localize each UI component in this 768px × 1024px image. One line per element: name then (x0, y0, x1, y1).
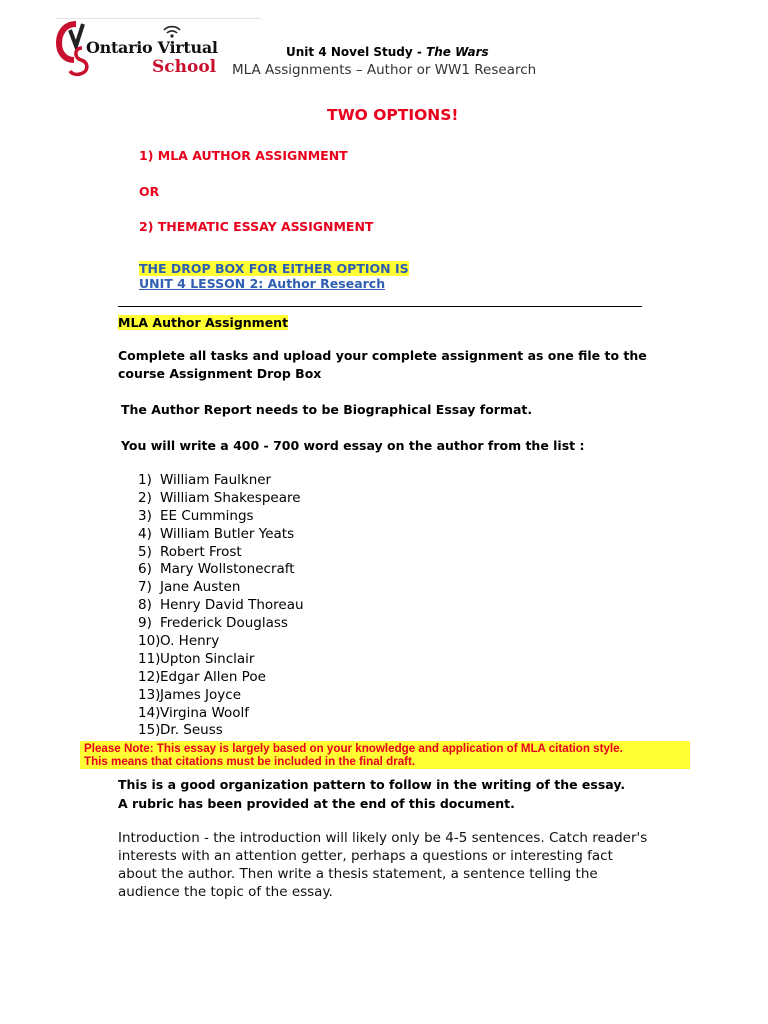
list-item (138, 472, 304, 490)
logo-divider (56, 18, 261, 19)
note-line-2: This means that citations must be included in the final draft. (84, 755, 416, 768)
list-item-author: Upton Sinclair (160, 650, 255, 667)
logo-text-school: School (152, 57, 217, 77)
option-2: 2) THEMATIC ESSAY ASSIGNMENT (139, 219, 374, 234)
list-item-author: Mary Wollstonecraft (160, 561, 295, 578)
wifi-icon (162, 24, 182, 38)
title-prefix: Unit 4 Novel Study - (286, 45, 427, 59)
logo-text-ontario-virtual: Ontario Virtual (86, 38, 218, 57)
list-item-number: 4) (138, 525, 152, 542)
list-item-number: 14) (138, 704, 161, 721)
section-title-text: MLA Author Assignment (118, 315, 289, 330)
list-item (138, 651, 304, 669)
list-item-author: Robert Frost (160, 543, 242, 560)
list-item (138, 544, 304, 562)
list-item (138, 669, 304, 687)
dropbox-notice-text: THE DROP BOX FOR EITHER OPTION IS (139, 261, 409, 276)
list-item-number: 1) (138, 472, 152, 488)
list-item-number: 11) (138, 650, 161, 667)
list-item (138, 722, 304, 740)
list-item-number: 8) (138, 597, 152, 614)
list-item-number: 2) (138, 489, 152, 506)
list-item (138, 526, 304, 544)
essay-task: You will write a 400 - 700 word essay on the author from the list : (121, 438, 585, 453)
format-requirement: The Author Report needs to be Biographical Essay format. (121, 402, 533, 417)
list-item-number: 7) (138, 579, 152, 596)
list-item-author: Virgina Woolf (160, 704, 250, 721)
dropbox-link[interactable]: UNIT 4 LESSON 2: Author Research (139, 276, 386, 291)
list-item (138, 633, 304, 651)
section-instructions: Complete all tasks and upload your complete assignment as one file to the course Assignment Drop Box (118, 348, 647, 381)
list-item (138, 579, 304, 597)
section-title (118, 312, 288, 331)
document-title (286, 45, 489, 59)
document-subtitle: MLA Assignments – Author or WW1 Research (232, 62, 537, 78)
list-item (138, 508, 304, 526)
school-logo (56, 18, 261, 78)
list-item-number: 9) (138, 615, 152, 632)
list-item-author: William Shakespeare (160, 489, 301, 506)
list-item-author: EE Cummings (160, 507, 254, 524)
introduction-paragraph: Introduction - the introduction will likely only be 4-5 sentences. Catch reader's interests with an attention getter, perhaps a questions or interesting fact about the author. Then write a thesis statement, a sentence telling the audience the topic of the essay. (118, 830, 648, 900)
list-item (138, 561, 304, 579)
novel-title: The Wars (426, 45, 489, 59)
list-item-author: Frederick Douglass (160, 615, 288, 632)
option-1: 1) MLA AUTHOR ASSIGNMENT (139, 148, 348, 163)
list-item-author: James Joyce (160, 686, 241, 703)
list-item-author: Dr. Seuss (160, 722, 223, 739)
list-item-number: 5) (138, 543, 152, 560)
list-item (138, 687, 304, 705)
list-item (138, 490, 304, 508)
list-item-number: 10) (138, 633, 161, 650)
list-item (138, 705, 304, 723)
organization-line-1: This is a good organization pattern to follow in the writing of the essay. (118, 777, 626, 792)
mla-citation-note (80, 741, 690, 769)
dropbox-notice (139, 258, 409, 277)
note-line-1: Please Note: This essay is largely based on your knowledge and application of MLA citation style. (84, 742, 623, 755)
list-item (138, 615, 304, 633)
list-item-number: 13) (138, 686, 161, 703)
list-item-number: 12) (138, 668, 161, 685)
list-item-number: 6) (138, 561, 152, 578)
list-item-author: Edgar Allen Poe (160, 668, 266, 685)
two-options-heading: TWO OPTIONS! (327, 106, 459, 124)
list-item-number: 15) (138, 722, 161, 739)
horizontal-rule (118, 306, 642, 307)
list-item-author: William Butler Yeats (160, 525, 295, 542)
list-item-author: Jane Austen (160, 579, 241, 596)
list-item (138, 597, 304, 615)
list-item-author: William Faulkner (160, 472, 272, 488)
list-item-author: O. Henry (160, 633, 220, 650)
author-list (138, 472, 304, 740)
organization-line-2: A rubric has been provided at the end of this document. (118, 796, 515, 811)
option-or: OR (139, 184, 160, 199)
list-item-number: 3) (138, 507, 152, 524)
list-item-author: Henry David Thoreau (160, 597, 304, 614)
